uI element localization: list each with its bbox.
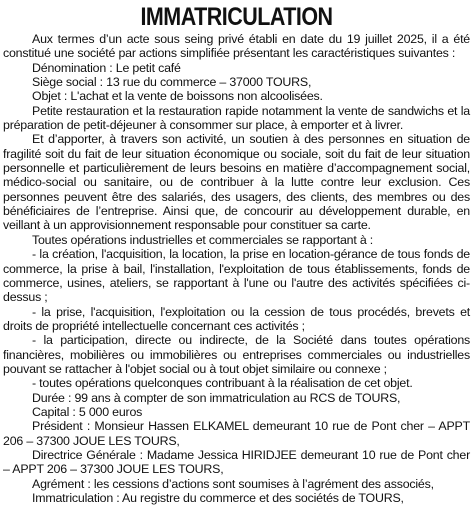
capital-line: Capital : 5 000 euros — [32, 404, 143, 419]
operations-item-other: - toutes opérations quelconques contribuant à la réalisation de cet objet. — [32, 376, 413, 391]
general-director-paragraph: Directrice Générale : Madame Jessica HIRIDJEE demeurant 10 rue de Pont cher – APPT 206 – 37300 JOUE LES TOURS, — [3, 447, 470, 477]
registration-line: Immatriculation : Au registre du commerce et des sociétés de TOURS, — [32, 491, 404, 505]
operations-intro-line: Toutes opérations industrielles et commerciales se rapportant à : — [32, 232, 373, 247]
approval-line: Agrément : les cessions d’actions sont soumises à l’agrément des associés, — [32, 476, 434, 491]
intro-paragraph: Aux termes d’un acte sous seing privé établi en date du 19 juillet 2025, il a été constitué une société par actions simplifiée présentant les caractéristiques suivantes : — [3, 32, 470, 61]
notice-title: IMMATRICULATION — [140, 3, 333, 31]
operations-item-participation: - la participation, directe ou indirecte, de la Société dans toutes opérations financières, mobilières ou immobilières ou entreprises commerciales ou industrielles pouvant se rattacher à l'objet social ou à tout objet similaire ou connexe ; — [3, 333, 470, 376]
registered-office-line: Siège social : 13 rue du commerce – 37000 TOURS, — [32, 75, 312, 90]
company-name-line: Dénomination : Le petit café — [32, 60, 181, 75]
notice-body — [3, 32, 470, 505]
duration-line: Durée : 99 ans à compter de son immatriculation au RCS de TOURS, — [32, 390, 401, 405]
operations-item-ip: - la prise, l'acquisition, l'exploitation ou la cession de tous procédés, brevets et droits de propriété intellectuelle concernant ces activités ; — [3, 304, 470, 333]
purpose-restaurant-paragraph: Petite restauration et la restauration rapide notamment la vente de sandwichs et la préparation de petit-déjeuner à consommer sur place, à emporter et à livrer. — [3, 103, 470, 133]
president-paragraph: Président : Monsieur Hassen ELKAMEL demeurant 10 rue de Pont cher – APPT 206 – 37300 JOUE LES TOURS, — [3, 419, 470, 448]
purpose-social-paragraph: Et d’apporter, à travers son activité, un soutien à des personnes en situation de fragilité soit du fait de leur situation économique ou sociale, soit du fait de leur situation personnelle et particulièrement de leurs besoins en matière d’accompagnement social, médico-social ou sanitaire, ou de contribuer à la lutte contre leur exclusion. Ces personnes peuvent être des salariés, des usagers, des clients, des membres ou des bénéficiaires de l’entreprise. Ainsi que, de concourir au développement durable, en veillant à un approvisionnement responsable pour constituer sa carte. — [3, 132, 470, 233]
purpose-line: Objet : L'achat et la vente de boissons non alcoolisées. — [32, 89, 323, 104]
operations-item-creation: - la création, l'acquisition, la location, la prise en location-gérance de tous fonds de commerce, la prise à bail, l'installation, l'exploitation de tous établissements, fonds de commerce, usines, ateliers, se rapportant à l'une ou l'autre des activités spécifiées ci-dessus ; — [3, 247, 470, 305]
